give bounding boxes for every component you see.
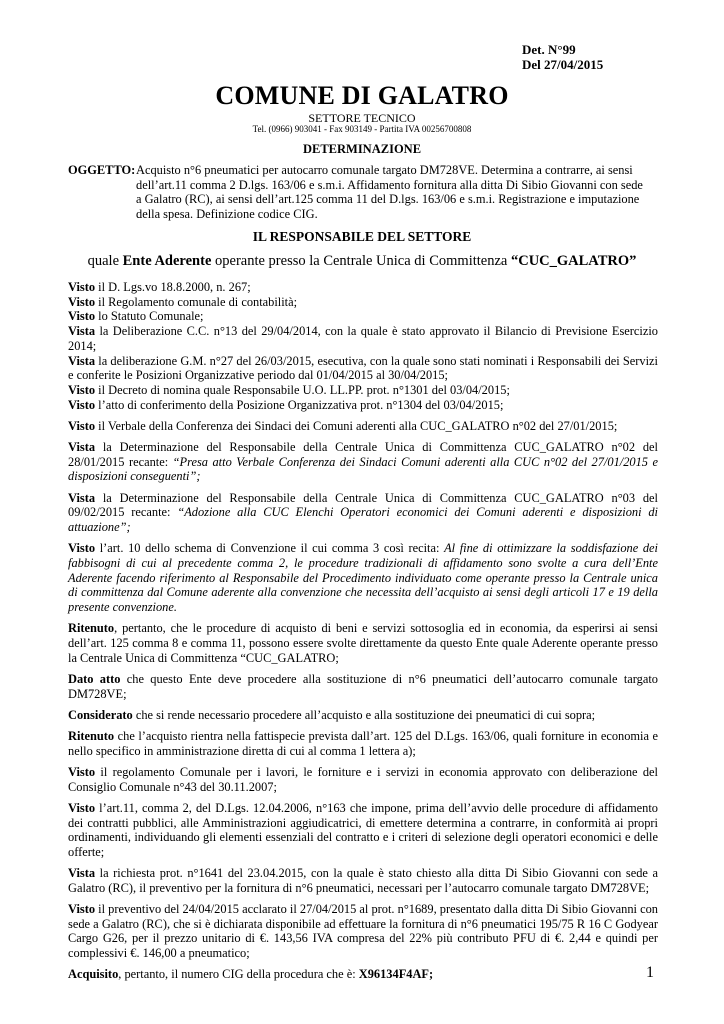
- subject-text: Acquisto n°6 pneumatici per autocarro comunale targato DM728VE. Determina a contrarre, ai sensi dell’art.11 comma 2 D.lgs. 163/06 e s.m.i. Affidamento fornitura alla ditta Di Sibio Giovanni con sede a Galatro (RC), ai sensi dell’art.125 comma 11 del D.lgs. 163/06 e s.m.i. Registrazione e imputazione della spesa. Definizione codice CIG.: [136, 163, 643, 222]
- paragraph-lead: Vista: [68, 353, 96, 368]
- paragraph: [68, 729, 658, 758]
- paragraph-text: l’art. 10 dello schema di Convenzione il cui comma 3 così recita:: [95, 541, 445, 556]
- quale-word: quale: [87, 253, 120, 269]
- paragraph-text: la richiesta prot. n°1641 del 23.04.2015, con la quale è stato chiesto alla ditta Di Sibio Giovanni con sede a Galatro (RC), il preventivo per la fornitura di n°6 pneumatici, necessari per l’autocarro comunale targato DM728VE;: [68, 866, 658, 895]
- det-number: Det. N°99: [522, 42, 576, 57]
- operating-text: operante presso la Centrale Unica di Committenza: [215, 253, 508, 269]
- paragraph-quote: Al fine di ottimizzare la soddisfazione dei fabbisogni di cui al precedente comma 2, le procedure tradizionali di affidamento sono svolte a cura dell’Ente Aderente facendo riferimento al Responsabile del Procedimento individuato come operante presso la Centrale unica di committenza dal Comune aderente alla convenzione che necessita dell’acquisto ai sensi degli articoli 17 e 19 della presente convenzione.: [68, 541, 658, 615]
- paragraph: [68, 491, 658, 535]
- paragraph-text: il preventivo del 24/04/2015 acclarato il 27/04/2015 al prot. n°1689, presentato dalla ditta Di Sibio Giovanni con sede a Galatro (RC), che si è dichiarata disponibile ad effettuare la fornitura di n°6 pneumatici 195/75 R 16 C Godyear Cargo G26, per il prezzo unitario di €. 143,56 IVA compresa del 22% più contributo PFU di €. 2,44 e quindi per complessivi €. 146,00 a pneumatico;: [68, 902, 658, 961]
- paragraph-lead: Vista: [68, 490, 96, 505]
- paragraph-text: lo Statuto Comunale;: [95, 309, 204, 324]
- paragraph-lead: Acquisito: [68, 967, 119, 982]
- paragraph-text: la deliberazione G.M. n°27 del 26/03/2015, esecutiva, con la quale sono stati nominati i Responsabili dei Servizi e conferite le Posizioni Organizzative periodo dal 01/04/2015 al 30/04/2015;: [68, 353, 658, 383]
- paragraph-text: il Regolamento comunale di contabilità;: [95, 294, 298, 309]
- paragraph: [68, 280, 658, 295]
- paragraph-lead: Vista: [68, 866, 96, 881]
- paragraph-text: l’art.11, comma 2, del D.Lgs. 12.04.2006, n°163 che impone, prima dell’avvio delle procedure di affidamento dei contratti pubblici, alle Amministrazioni aggiudicatrici, di emettere determina a contrarre, in conformità ai propri ordinamenti, individuando gli elementi essenziali del contratto e i criteri di selezione degli operatori economici e delle offerte;: [68, 800, 658, 859]
- paragraph-lead: Visto: [68, 309, 96, 324]
- paragraph-quote: “Adozione alla CUC Elenchi Operatori economici dei Comuni aderenti e disposizioni di attuazione”;: [68, 505, 659, 535]
- subject-label: OGGETTO:: [68, 163, 136, 177]
- paragraph-lead: Visto: [68, 764, 96, 779]
- contact-info: Tel. (0966) 903041 - Fax 903149 - Partita IVA 00256700808: [252, 124, 472, 134]
- paragraph-lead: Visto: [68, 397, 96, 412]
- paragraph-text: il Decreto di nomina quale Responsabile U.O. LL.PP. prot. n°1301 del 03/04/2015;: [95, 382, 510, 397]
- paragraph-text: , pertanto, che le procedure di acquisto di beni e servizi sottosoglia ed in economia, da esperirsi ai sensi dell’art. 125 comma 8 e comma 11, possono essere svolte direttamente da questo Ente quale Aderente operante presso la Centrale Unica di Committenza “CUC_GALATRO;: [68, 621, 658, 665]
- paragraph-text: il regolamento Comunale per i lavori, le forniture e i servizi in economia approvato con deliberazione del Consiglio Comunale n°43 del 30.11.2007;: [68, 764, 658, 794]
- municipality-title: COMUNE DI GALATRO: [215, 81, 509, 110]
- role-name: Ente Aderente: [122, 253, 212, 269]
- cig-code: X96134F4AF;: [358, 967, 434, 982]
- paragraph-lead: Ritenuto: [68, 728, 115, 743]
- paragraph-text: la Determinazione del Responsabile della Centrale Unica di Committenza CUC_GALATRO n°03 del 09/02/2015 recante:: [68, 490, 658, 520]
- paragraph-lead: Visto: [68, 294, 96, 309]
- paragraph: [68, 902, 658, 961]
- paragraph-text: il Verbale della Conferenza dei Sindaci dei Comuni aderenti alla CUC_GALATRO n°02 del 27/01/2015;: [95, 418, 618, 433]
- responsible-role-line: [0, 253, 724, 270]
- paragraph: [68, 866, 658, 895]
- paragraph-lead: Considerato: [68, 707, 133, 722]
- paragraph: [68, 672, 658, 701]
- paragraph: [68, 621, 658, 665]
- paragraph: [68, 708, 658, 723]
- determination-reference: [522, 42, 603, 72]
- document-type: DETERMINAZIONE: [302, 142, 422, 156]
- paragraph-quote: “Presa atto Verbale Conferenza dei Sindaci Comuni aderenti alla CUC n°02 del 27/01/2015 e disposizioni conseguenti”;: [68, 454, 658, 484]
- paragraph-text: che si rende necessario procedere all’acquisto e alla sostituzione dei pneumatici di cui sopra;: [132, 707, 596, 722]
- paragraph: [68, 398, 658, 413]
- paragraph-lead: Dato atto: [68, 671, 121, 686]
- sector-name: SETTORE TECNICO: [308, 111, 416, 125]
- det-date: Del 27/04/2015: [522, 57, 604, 72]
- paragraph: [68, 440, 658, 484]
- responsible-heading: IL RESPONSABILE DEL SETTORE: [252, 229, 472, 244]
- paragraph-lead: Visto: [68, 800, 96, 815]
- paragraph-text: che questo Ente deve procedere alla sostituzione di n°6 pneumatici dell’autocarro comunale targato DM728VE;: [68, 671, 658, 701]
- paragraph: [68, 324, 658, 353]
- paragraph-lead: Visto: [68, 902, 96, 917]
- paragraph: [68, 765, 658, 794]
- paragraph-lead: Vista: [68, 440, 96, 455]
- paragraph: [68, 309, 658, 324]
- paragraph: [68, 383, 658, 398]
- paragraph-lead: Visto: [68, 418, 96, 433]
- paragraph-text: , pertanto, il numero CIG della procedura che è:: [118, 967, 359, 982]
- paragraph-text: l’atto di conferimento della Posizione Organizzativa prot. n°1304 del 03/04/2015;: [95, 397, 504, 412]
- paragraph-lead: Vista: [68, 324, 96, 339]
- cuc-name: “CUC_GALATRO”: [510, 253, 637, 269]
- document-body: [68, 280, 658, 989]
- page-number: 1: [646, 964, 654, 981]
- paragraph-lead: Visto: [68, 280, 96, 294]
- paragraph-text: la Deliberazione C.C. n°13 del 29/04/2014, con la quale è stato approvato il Bilancio di Previsione Esercizio 2014;: [68, 324, 658, 353]
- paragraph-text: la Determinazione del Responsabile della Centrale Unica di Committenza CUC_GALATRO n°02 del 28/01/2015 recante:: [68, 440, 658, 469]
- paragraph-lead: Ritenuto: [68, 621, 115, 636]
- paragraph: [68, 419, 658, 434]
- paragraph-text: che l’acquisto rientra nella fattispecie prevista dall’art. 125 del D.Lgs. 163/06, quali forniture in economia e nello specifico in amministrazione diretta di cui al comma 1 lettera a);: [68, 728, 658, 758]
- paragraph: [68, 801, 658, 860]
- paragraph: [68, 967, 658, 982]
- paragraph: [68, 354, 658, 383]
- paragraph-lead: Visto: [68, 382, 96, 397]
- paragraph: [68, 295, 658, 310]
- paragraph-lead: Visto: [68, 541, 96, 556]
- paragraph: [68, 541, 658, 615]
- paragraph-text: il D. Lgs.vo 18.8.2000, n. 267;: [95, 280, 251, 294]
